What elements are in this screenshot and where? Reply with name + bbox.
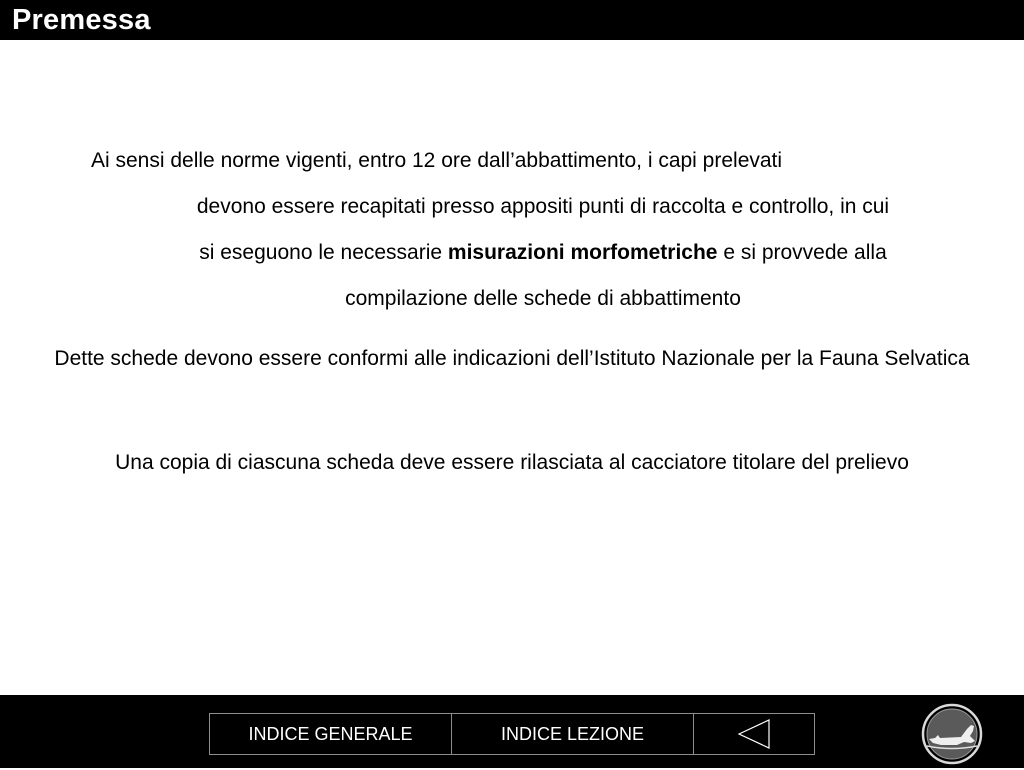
- paragraph-1: [90, 138, 970, 322]
- title-bar: [0, 0, 1024, 40]
- paragraph-1-line-2: devono essere recapitati presso appositi punti di raccolta e controllo, in cui: [196, 195, 890, 218]
- paragraph-1-line-3-pre: si eseguono le necessarie: [199, 241, 448, 264]
- back-button[interactable]: [694, 714, 814, 754]
- slide-title: Premessa: [12, 4, 151, 36]
- index-lesson-button[interactable]: INDICE LEZIONE: [452, 714, 694, 754]
- highlight-misurazioni: misurazioni morfometriche: [447, 241, 718, 264]
- paragraph-3: Una copia di ciascuna scheda deve essere rilasciata al cacciatore titolare del prelievo: [115, 451, 909, 474]
- paragraph-1-line-4: compilazione delle schede di abbattimento: [345, 287, 741, 310]
- paragraph-2: Dette schede devono essere conformi alle indicazioni dell’Istituto Nazionale per la Fauna Selvatica: [54, 347, 970, 370]
- index-general-button[interactable]: INDICE GENERALE: [210, 714, 452, 754]
- triangle-left-icon: [737, 717, 771, 751]
- nav-bar: [209, 713, 815, 755]
- hunting-emblem-icon: [921, 703, 983, 765]
- paragraph-1-line-1: Ai sensi delle norme vigenti, entro 12 ore dall’abbattimento, i capi prelevati: [91, 149, 783, 172]
- home-button[interactable]: [921, 703, 983, 765]
- footer-bar: [0, 695, 1024, 768]
- paragraph-1-line-3-post: e si provvede alla: [717, 241, 887, 264]
- paragraph-1-line-3: [90, 230, 970, 276]
